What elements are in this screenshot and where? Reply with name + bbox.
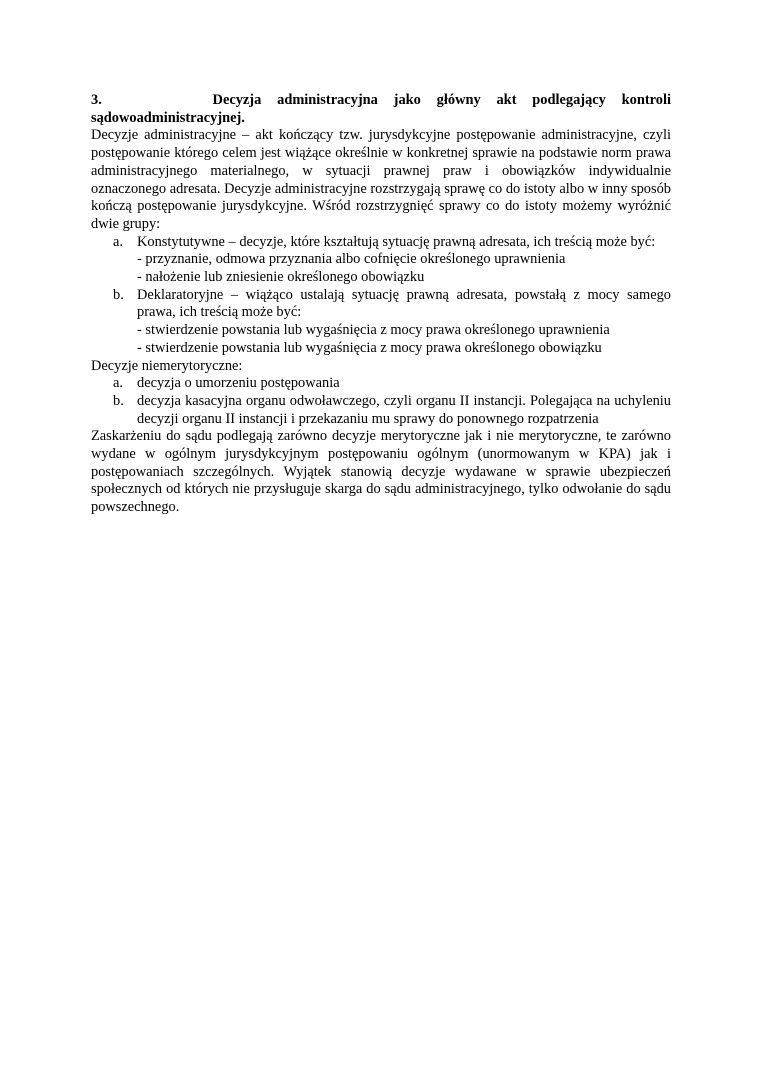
intro-paragraph: Decyzje administracyjne – akt kończący tzw. jurysdykcyjne postępowanie administracyjne, czyli postępowanie którego celem jest wiążące określnie w konkretnej sprawie na podstawie norm prawa administracyjnego materialnego, w sytuacji prawnej praw i obowiązków indywidualnie oznaczonego adresata. Decyzje administracyjne rozstrzygają sprawę co do istoty albo w inny sposób kończą postępowanie jurysdykcyjne. Wśród rozstrzygnięć sprawy co do istoty możemy wyróżnić dwie grupy: (91, 127, 671, 232)
list-marker: a. (113, 233, 123, 250)
closing-paragraph: Zaskarżeniu do sądu podlegają zarówno decyzje merytoryczne jak i nie merytoryczne, te zarówno wydane w ogólnym jurysdykcyjnym postępowaniu ogólnym (unormowanym w KPA) jak i postępowaniach szczególnych. Wyjątek stanowią decyzje wydawane w sprawie ubezpieczeń społecznych od których nie przysługuje skarga do sądu administracyjnego, tylko odwołanie do sądu powszechnego. (91, 428, 671, 516)
list-item-declaratory (91, 287, 671, 322)
list-item-text: Deklaratoryjne – wiążąco ustalają sytuację prawną adresata, powstałą z mocy samego prawa, ich treścią może być: (137, 286, 671, 321)
list-marker: b. (113, 392, 124, 409)
list-item-text: Konstytutywne – decyzje, które kształtują sytuację prawną adresata, ich treścią może być: (137, 233, 656, 250)
list-marker: a. (113, 375, 123, 392)
list-item-text: decyzja o umorzeniu postępowania (137, 375, 340, 392)
sub-item: - stwierdzenie powstania lub wygaśnięcia z mocy prawa określonego uprawnienia (137, 322, 610, 339)
nonmerits-heading: Decyzje niemerytoryczne: (91, 357, 243, 374)
list-item-discontinuance (91, 375, 671, 393)
document-page (91, 92, 671, 517)
section-heading-continuation: sądowoadministracyjnej. (91, 109, 245, 126)
list-marker: b. (113, 286, 124, 303)
sub-item: - stwierdzenie powstania lub wygaśnięcia z mocy prawa określonego obowiązku (137, 339, 602, 356)
sub-item: - przyznanie, odmowa przyznania albo cofnięcie określonego uprawnienia (137, 251, 566, 268)
section-heading: 3. Decyzja administracyjna jako główny akt podlegający kontroli (91, 92, 671, 108)
list-item-cassation (91, 393, 671, 428)
sub-item: - nałożenie lub zniesienie określonego obowiązku (137, 269, 425, 286)
list-item-constitutive (91, 234, 671, 252)
list-item-text: decyzja kasacyjna organu odwoławczego, czyli organu II instancji. Polegająca na uchyleniu decyzji organu II instancji i przekazaniu mu sprawy do ponownego rozpatrzenia (137, 392, 671, 427)
